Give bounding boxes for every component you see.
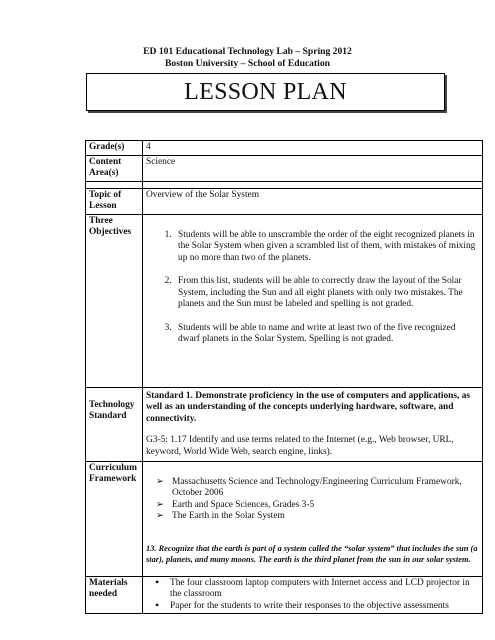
content-area-row — [86, 155, 483, 181]
spacer-row — [86, 181, 483, 188]
curriculum-standard-note: 13. Recognize that the earth is part of a system called the “solar system” that includes the sun (a star), planets, and many moons. The earth is the third planet from the sun in our solar system. — [146, 543, 478, 564]
objectives-row — [86, 214, 483, 387]
objective-item: 2. From this list, students will be able to correctly draw the layout of the Solar System, including the Sun and all eight planets with only two mistakes. The planets and the Sun must be labeled and spelling is not graded. — [174, 276, 479, 311]
school-header: Boston University – School of Education — [165, 58, 330, 69]
curriculum-item — [156, 511, 479, 523]
objectives-label: Three Objectives — [86, 214, 143, 387]
grades-label: Grade(s) — [86, 141, 143, 156]
bullet-icon: • — [155, 597, 160, 612]
technology-detail: G3-5: 1.17 Identify and use terms related to the Internet (e.g., Web browser, URL, keyword, World Wide Web, search engine, links). — [146, 435, 454, 457]
materials-item — [152, 597, 479, 613]
curriculum-list — [146, 477, 479, 523]
topic-value: Overview of the Solar System — [143, 188, 483, 214]
topic-row — [86, 188, 483, 214]
materials-item — [152, 574, 479, 601]
lesson-plan-table — [85, 140, 483, 614]
curriculum-item-text: Earth and Space Sciences, Grades 3-5 — [172, 499, 315, 510]
curriculum-item-text: The Earth in the Solar System — [172, 511, 285, 521]
bullet-icon: • — [155, 574, 160, 589]
objective-item: 3. Students will be able to name and write at least two of the five recognized dwarf planets in the Solar System. Spelling is not graded. — [174, 323, 479, 346]
curriculum-row — [86, 461, 483, 576]
curriculum-label: Curriculum Framework — [86, 461, 143, 576]
curriculum-cell — [143, 461, 483, 576]
technology-label: Technology Standard — [86, 387, 143, 461]
grades-row — [86, 141, 483, 156]
materials-list — [146, 574, 479, 613]
objectives-list — [146, 230, 479, 346]
curriculum-item — [156, 477, 479, 500]
objective-item: 1. Students will be able to unscramble the order of the eight recognized planets in the Solar System when given a scrambled list of them, with mistakes of mixing up no more than two of the planets. — [174, 230, 479, 265]
materials-row — [86, 576, 483, 614]
materials-item-text: Paper for the students to write their responses to the objective assessments — [170, 600, 449, 611]
curriculum-item-text: Massachusetts Science and Technology/Engineering Curriculum Framework, October 2006 — [172, 476, 462, 498]
technology-row — [86, 387, 483, 461]
materials-item-text: The four classroom laptop computers with Internet access and LCD projector in the classroom — [170, 577, 470, 599]
arrow-bullet-icon: ➢ — [156, 499, 164, 510]
page-title: LESSON PLAN — [86, 73, 445, 111]
technology-standard: Standard 1. Demonstrate proficiency in the use of computers and applications, as well as an understanding of the concepts underlying hardware, software, and connectivity. — [146, 390, 471, 424]
curriculum-item — [156, 500, 479, 512]
topic-label: Topic of Lesson — [86, 188, 143, 214]
objectives-cell — [143, 214, 483, 387]
materials-cell — [143, 576, 483, 614]
content-area-label: Content Area(s) — [86, 155, 143, 181]
arrow-bullet-icon: ➢ — [156, 476, 164, 487]
materials-label: Materials needed — [86, 576, 143, 614]
content-area-value: Science — [143, 155, 483, 181]
arrow-bullet-icon: ➢ — [156, 511, 164, 521]
grades-value: 4 — [143, 141, 483, 156]
technology-cell — [143, 387, 483, 461]
course-header: ED 101 Educational Technology Lab – Spring 2012 — [143, 46, 352, 57]
